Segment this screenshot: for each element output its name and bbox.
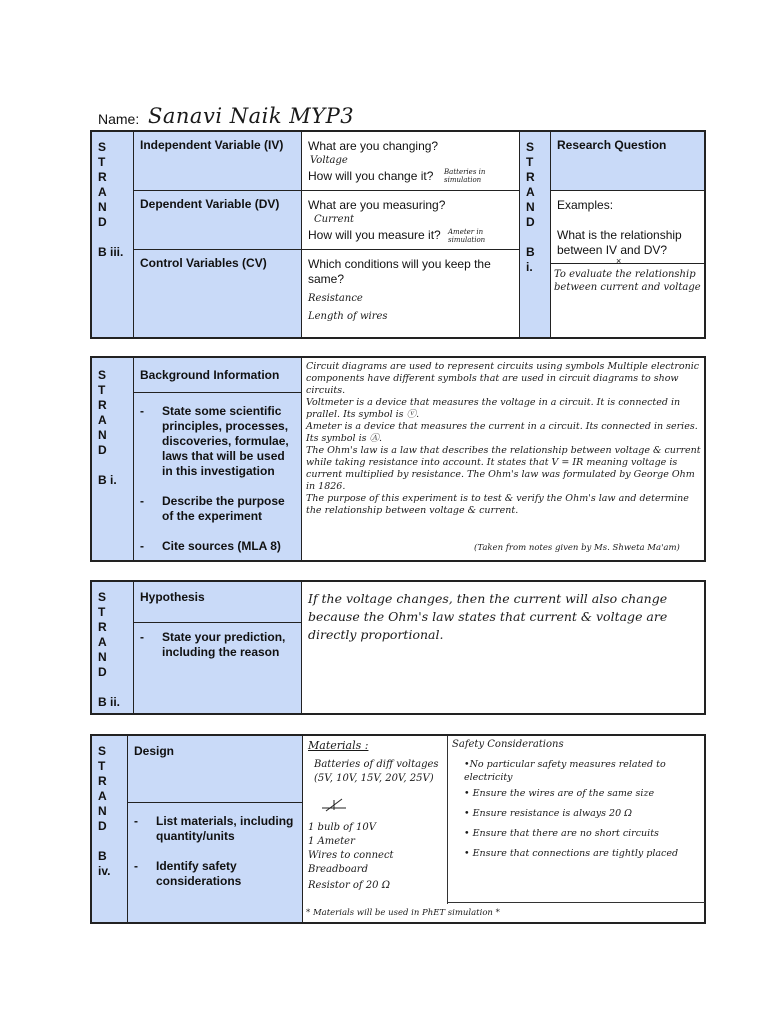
iv-answer-2: Batteries in simulation <box>444 168 486 184</box>
dv-question-1: What are you measuring? <box>308 198 446 212</box>
strand-label-right: S T R A N D B i. <box>526 140 535 274</box>
dv-question-2: How will you measure it? <box>308 228 441 242</box>
hypothesis-text: If the voltage changes, then the current will also change because the Ohm's law states that current & voltage are directly proportional. <box>308 591 668 642</box>
materials-item: Wires to connect <box>308 850 394 861</box>
cv-answer-1: Resistance <box>308 293 363 304</box>
materials-item: Resistor of 20 Ω <box>308 880 391 891</box>
citation: (Taken from notes given by Ms. Shweta Ma'am) <box>474 543 680 553</box>
variable-resistor-symbol <box>320 798 350 812</box>
cv-answer-2: Length of wires <box>308 311 388 322</box>
cv-question: Which conditions will you keep the same? <box>308 257 491 286</box>
iv-label: Independent Variable (IV) <box>140 138 284 152</box>
strand-label: S T R A N D B iii. <box>98 140 124 259</box>
rq-mark: × <box>616 256 622 266</box>
safety-title: Safety Considerations <box>452 739 564 750</box>
background-table <box>90 356 706 562</box>
rq-examples-label: Examples: <box>557 198 614 212</box>
materials-item: 1 Ameter <box>308 836 355 847</box>
safety-item: • Ensure the wires are of the same size <box>464 788 655 799</box>
strand-label: S T R A N D B iv. <box>98 744 111 878</box>
bullet-item: - Cite sources (MLA 8) <box>140 539 281 553</box>
materials-item: Breadboard <box>308 864 368 875</box>
safety-item: • Ensure that connections are tightly placed <box>464 848 679 859</box>
design-table <box>90 734 706 924</box>
name-label: Name: <box>98 111 140 127</box>
bullet-item: - State some scientific principles, processes, discoveries, formulae, laws that will be used in this investigation <box>140 404 289 478</box>
rq-examples-text: What is the relationship between IV and DV? <box>557 228 682 257</box>
materials-item: 1 bulb of 10V <box>308 822 377 833</box>
materials-note: * Materials will be used in PhET simulation * <box>306 908 500 918</box>
safety-item: • Ensure resistance is always 20 Ω <box>464 808 633 819</box>
strand-label: S T R A N D B ii. <box>98 590 121 709</box>
materials-item: Batteries of diff voltages (5V, 10V, 15V, 20V, 25V) <box>314 759 439 784</box>
design-header: Design <box>134 744 175 758</box>
hypothesis-table <box>90 580 706 715</box>
iv-question-2: How will you change it? <box>308 169 434 183</box>
variables-table <box>90 130 706 339</box>
dv-answer-1: Current <box>314 214 355 225</box>
safety-item: • Ensure that there are no short circuits <box>464 828 659 839</box>
strand-label: S T R A N D B i. <box>98 368 117 487</box>
student-name: Sanavi Naik MYP3 <box>148 104 355 128</box>
dv-answer-2: Ameter in simulation <box>448 228 486 244</box>
background-bullets <box>140 404 298 554</box>
rq-label: Research Question <box>557 138 667 152</box>
safety-list <box>464 758 702 860</box>
design-bullets <box>134 814 298 889</box>
rq-answer: To evaluate the relationship between current and voltage <box>554 269 701 293</box>
bullet-item: - List materials, including quantity/units <box>134 814 294 843</box>
iv-question-1: What are you changing? <box>308 139 439 153</box>
background-header: Background Information <box>140 368 280 382</box>
materials-title: Materials : <box>308 739 369 752</box>
hypothesis-bullet: - State your prediction, including the reason <box>140 630 286 659</box>
safety-item: •No particular safety measures related to electricity <box>464 759 666 783</box>
dv-label: Dependent Variable (DV) <box>140 197 280 211</box>
background-text: Circuit diagrams are used to represent circuits using symbols Multiple electronic components have different symbols that are used in circuit diagrams to show circuits. Voltmeter is a device that measures the voltage in a circuit. It is connected in prallel. Its symbol is ⓥ. Ameter is a device that measures the current in a circuit. Its connected in series. Its symbol is Ⓐ. The Ohm's law is a law that describes the relationship between voltage & current while taking resistance into account. It states that V = IR meaning voltage is current multiplied by resistance. The Ohm's law was formulated by George Ohm in 1826. The purpose of this experiment is to test & verify the Ohm's law and determine the relationship between voltage & current. <box>306 361 701 516</box>
hypothesis-header: Hypothesis <box>140 590 205 604</box>
bullet-item: - Describe the purpose of the experiment <box>140 494 285 523</box>
iv-answer-1: Voltage <box>310 155 348 166</box>
cv-label: Control Variables (CV) <box>140 256 267 270</box>
bullet-item: - Identify safety considerations <box>134 859 242 888</box>
